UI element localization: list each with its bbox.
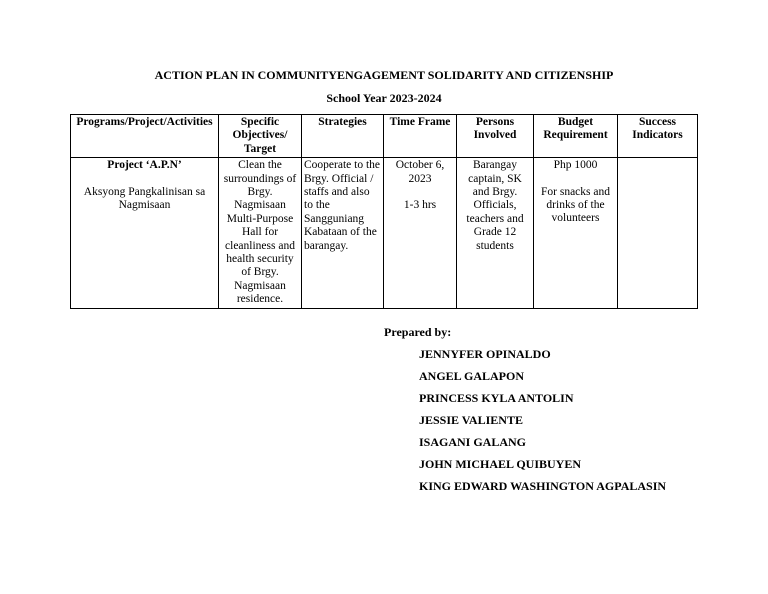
preparer-name: ISAGANI GALANG <box>419 435 527 449</box>
header-time-frame: Time Frame <box>384 115 457 158</box>
header-budget: Budget Requirement <box>534 115 618 158</box>
school-year-subtitle: School Year 2023-2024 <box>326 91 442 105</box>
budget-amount: Php 1000 <box>553 159 598 172</box>
budget-description: For snacks and drinks of the volunteers <box>541 185 610 225</box>
preparer-name: PRINCESS KYLA ANTOLIN <box>419 391 574 405</box>
time-duration: 1-3 hrs <box>403 199 437 212</box>
header-objectives: Specific Objectives/ Target <box>219 115 302 158</box>
prepared-by-label: Prepared by: <box>384 325 452 339</box>
document-title: ACTION PLAN IN COMMUNITYENGAGEMENT SOLIDARITY AND CITIZENSHIP <box>154 68 614 82</box>
table-row <box>71 158 698 308</box>
cell-success <box>618 158 698 308</box>
cell-strategies: Cooperate to the Brgy. Official / staffs and also to the Sangguniang Kabataan of the barangay. <box>302 158 384 308</box>
header-strategies: Strategies <box>302 115 384 158</box>
preparer-list <box>419 346 666 500</box>
cell-program <box>71 158 219 308</box>
project-name: Project ‘A.P.N’ <box>107 159 182 172</box>
project-description: Aksyong Pangkalinisan sa Nagmisaan <box>83 185 206 212</box>
preparer-name: JESSIE VALIENTE <box>419 413 523 427</box>
table-header-row <box>71 115 698 158</box>
preparer-name: JOHN MICHAEL QUIBUYEN <box>419 457 582 471</box>
cell-time-frame <box>384 158 457 308</box>
time-date: October 6, 2023 <box>395 159 445 185</box>
preparer-name: ANGEL GALAPON <box>419 369 525 383</box>
header-programs: Programs/Project/Activities <box>71 115 219 158</box>
cell-objectives: Clean the surroundings of Brgy. Nagmisaan Multi-Purpose Hall for cleanliness and health security of Brgy. Nagmisaan residence. <box>219 158 302 308</box>
preparer-name: JENNYFER OPINALDO <box>419 347 551 361</box>
header-success: Success Indicators <box>618 115 698 158</box>
header-persons: Persons Involved <box>457 115 534 158</box>
cell-budget <box>534 158 618 308</box>
action-plan-table <box>70 114 698 309</box>
cell-persons: Barangay captain, SK and Brgy. Officials, teachers and Grade 12 students <box>457 158 534 308</box>
preparer-name: KING EDWARD WASHINGTON AGPALASIN <box>419 479 667 493</box>
